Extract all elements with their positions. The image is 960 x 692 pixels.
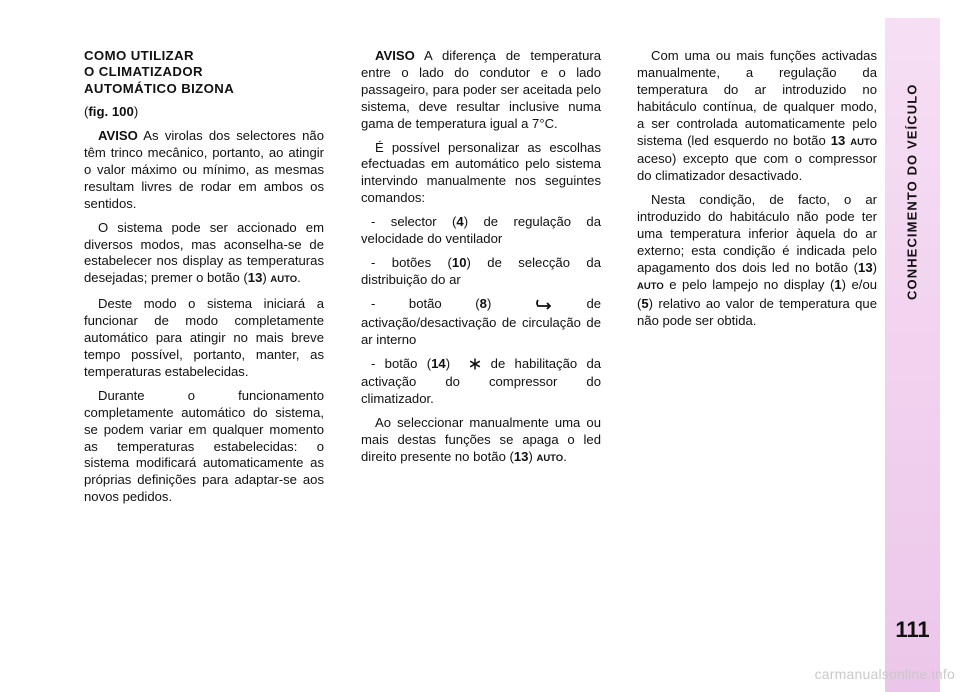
paragraph: É possível personalizar as escolhas efectuadas em automático pelo sistema intervindo manualmente nos seguintes comandos: (361, 139, 601, 206)
paragraph: Com uma ou mais funções activadas manualmente, a regulação da temperatura do ar introduzido no habitáculo contínua, de qualquer modo, a ser controlada automaticamente pelo sistema (led esquerdo no botão 13 AUTO aceso) excepto que com o compressor do climatizador desactivado. (637, 48, 877, 184)
section-heading (84, 48, 324, 97)
figure-reference: (fig. 100) (84, 104, 139, 120)
section-title: CONHECIMENTO DO VEÍCULO (904, 83, 920, 300)
column-2 (361, 48, 601, 475)
paragraph: AVISO A diferença de temperatura entre o lado do condutor e o lado passageiro, para poder ser aceitada pelo sistema, deve resultar inclusive numa gama de temperatura igual a 7°C. (361, 48, 601, 131)
snowflake-icon (459, 358, 481, 375)
paragraph: Nesta condição, de facto, o ar introduzido do habitáculo não pode ter uma temperatura inferior àquela do ar externo; esta condição é indicada pelo apagamento dos dois led no botão (13) AUTO e pelo lampejo no display (1) e/ou (5) relativo ao valor de temperatura que não pode ser obtida. (637, 192, 878, 328)
heading-line-1: COMO UTILIZAR (84, 48, 194, 63)
page-number: 111 (895, 617, 930, 642)
auto-button-label: AUTO (536, 453, 564, 465)
auto-button-label: AUTO (850, 136, 877, 148)
heading-line-2: O CLIMATIZADOR (84, 64, 203, 80)
fig-number: fig. 100 (88, 104, 134, 120)
paragraph: Deste modo o sistema iniciará a funcionar de modo completamente automático para atingir no mais breve tempo possível, portanto, manter, as temperaturas estabelecidas. (84, 296, 324, 379)
paragraph: AVISO As virolas dos selectores não têm trinco mecânico, portanto, ao atingir o valor máximo ou mínimo, as mesmas resultam livres de rodar em ambos os sentidos. (84, 128, 324, 211)
auto-button-label: AUTO (270, 274, 298, 286)
column-1 (84, 48, 324, 513)
watermark[interactable]: carmanualsonline.info (814, 666, 955, 682)
warning-label: AVISO (375, 48, 415, 63)
list-item: - selector (4) de regulação da velocidade do ventilador (361, 214, 601, 247)
warning-label: AVISO (98, 128, 138, 144)
paragraph: Durante o funcionamento completamente automático do sistema, se podem variar em qualquer momento as temperaturas estabelecidas: o sistema modificará automaticamente as próprias definições para adaptar-se aos novos pedidos. (84, 387, 324, 505)
recirculation-icon (525, 298, 553, 315)
auto-button-label: AUTO (637, 280, 664, 292)
column-3 (637, 48, 877, 337)
list-item: - botão (14) de habilitação da activação do compressor do climatizador. (361, 355, 602, 407)
list-item: - botões (10) de selecção da distribuição do ar (361, 254, 601, 287)
list-item: - botão (8) de activação/desactivação de circulação de ar interno (361, 295, 602, 347)
heading-line-3: AUTOMÁTICO BIZONA (84, 80, 235, 96)
paragraph: O sistema pode ser accionado em diversos modos, mas aconselha-se de estabelecer nos display as temperaturas desejadas; premer o botão (13) AUTO. (84, 219, 324, 286)
paragraph: Ao seleccionar manualmente uma ou mais destas funções se apaga o led direito presente no botão (13) AUTO. (361, 415, 601, 465)
